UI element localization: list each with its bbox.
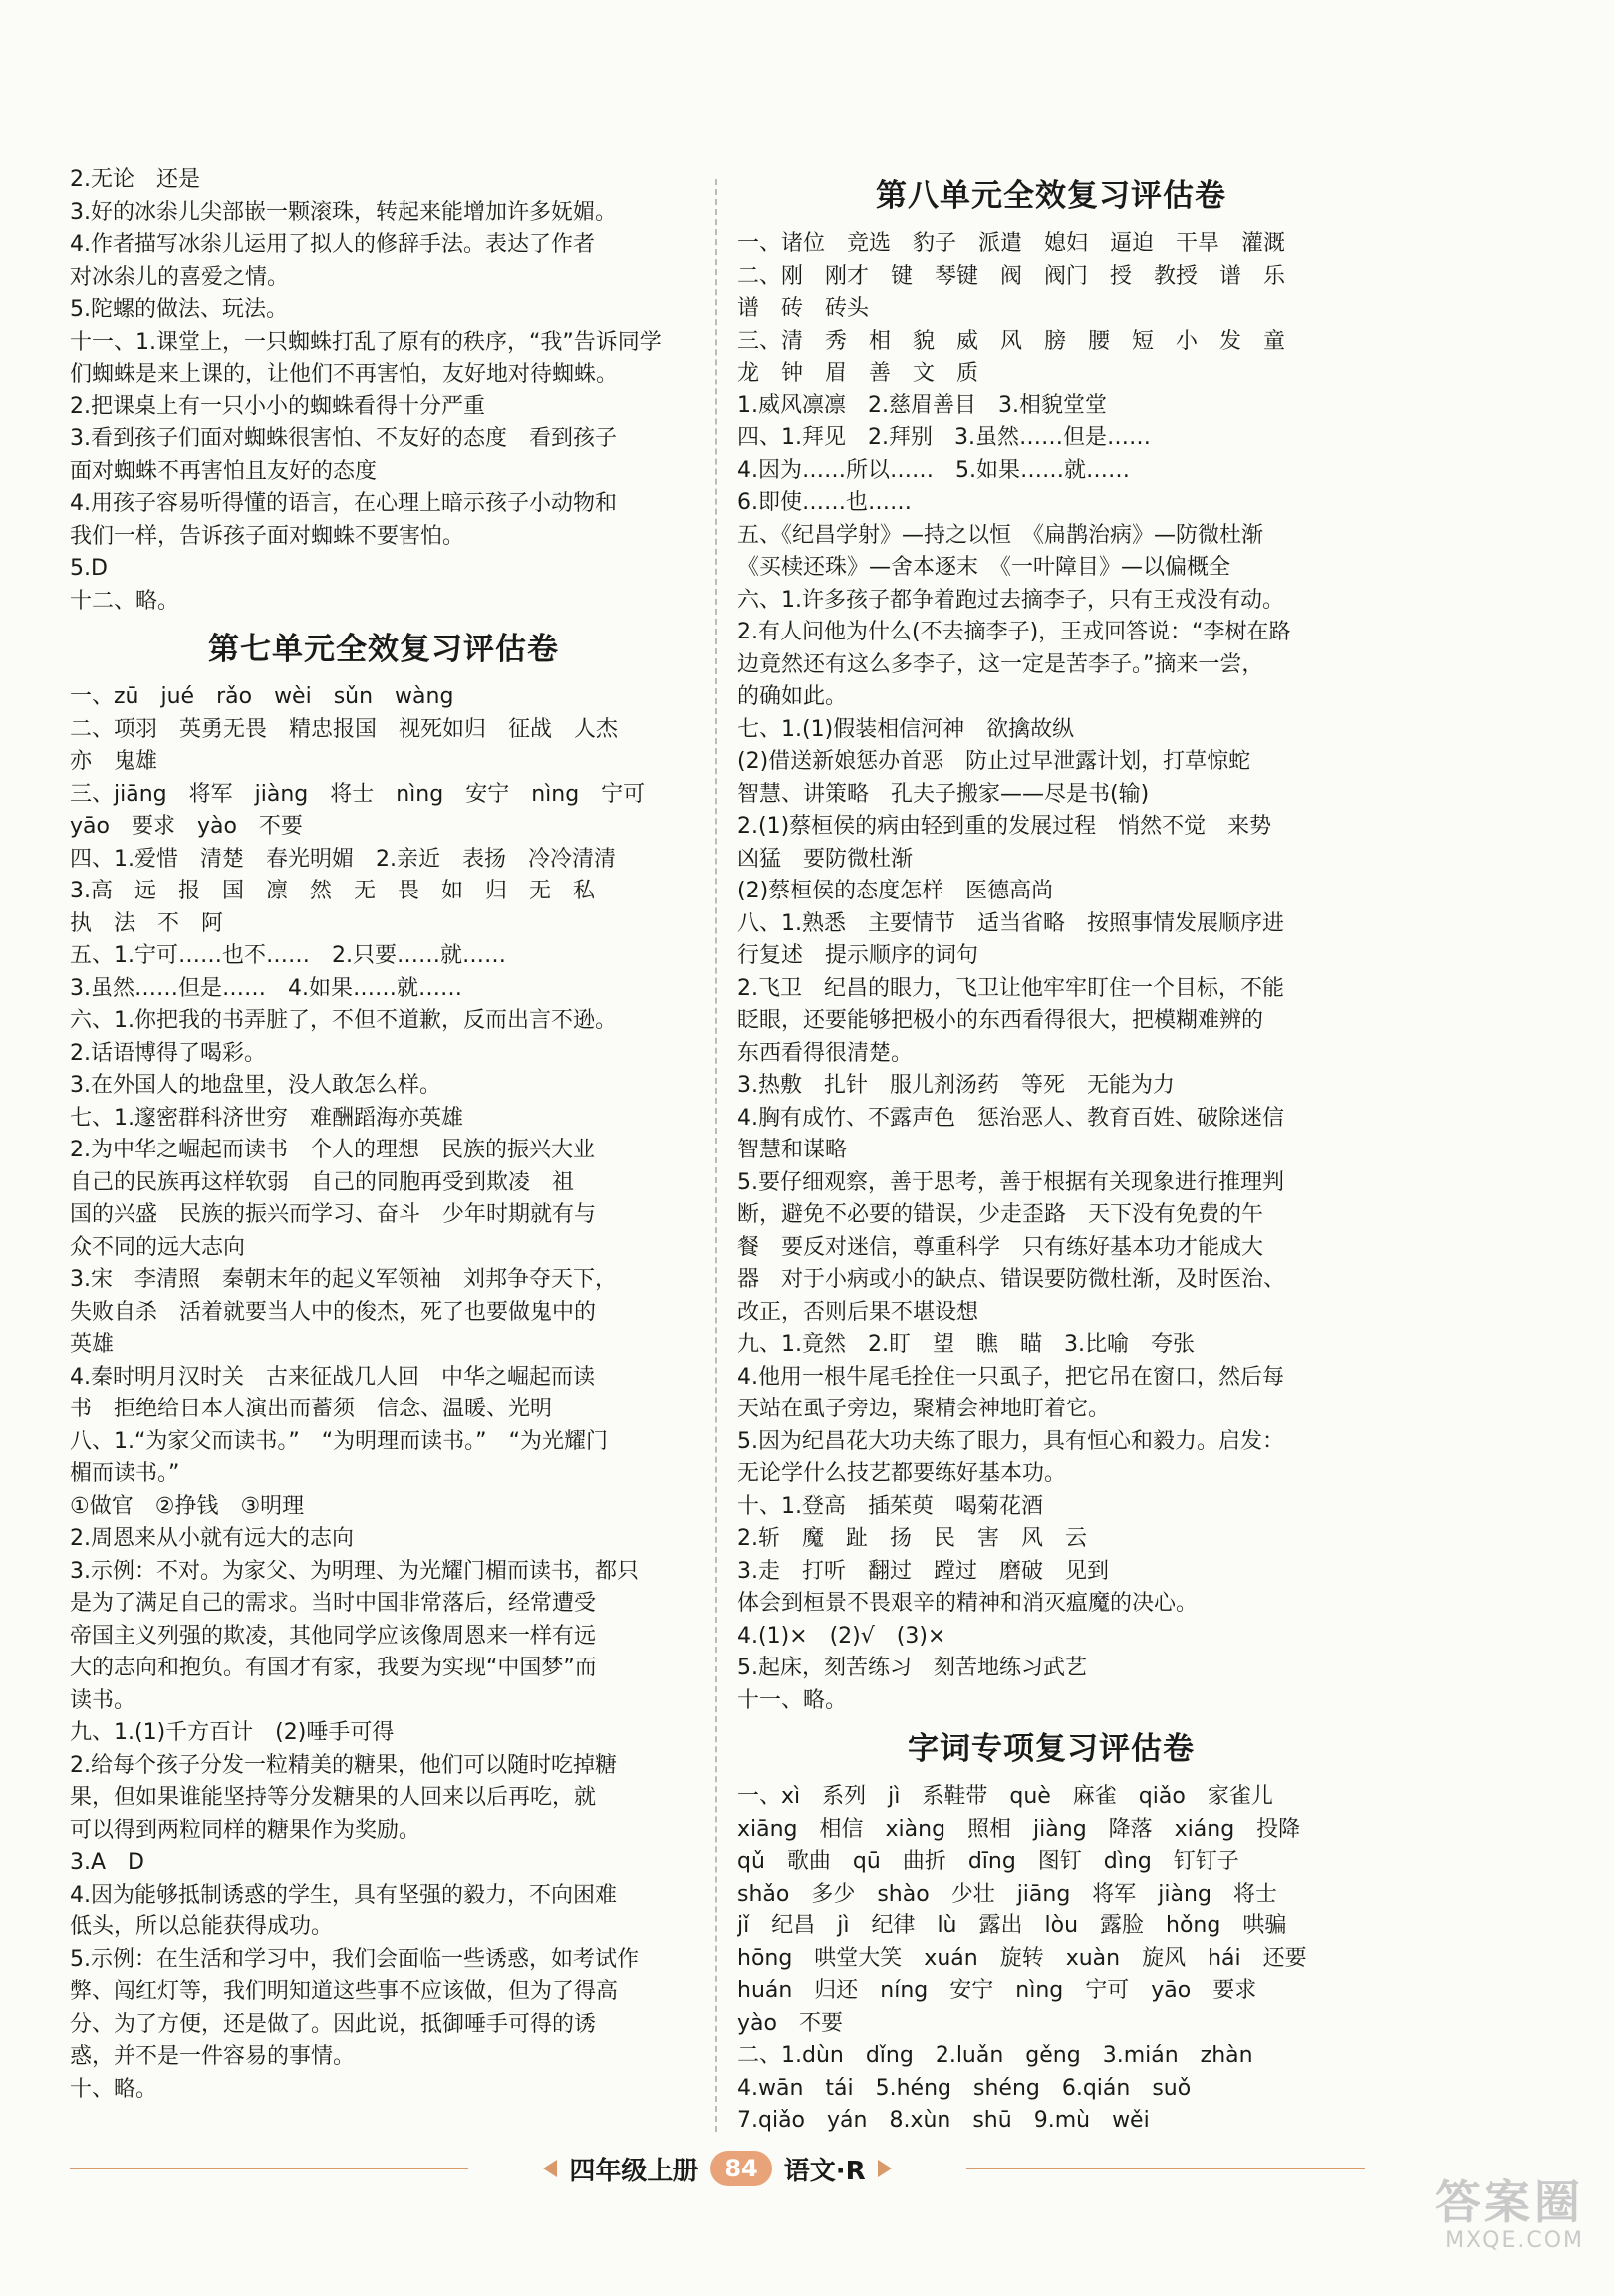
answer-line: 眨眼，还要能够把极小的东西看得很大，把模糊难辨的 xyxy=(737,1008,1264,1033)
answer-line: 国的兴盛 民族的振兴而学习、奋斗 少年时期就有与 xyxy=(70,1202,597,1227)
answer-line: huán 归还 níng 安宁 nìng 宁可 yāo 要求 xyxy=(737,1978,1257,2003)
answer-line: 四、1.爱惜 清楚 春光明媚 2.亲近 表扬 冷冷清清 xyxy=(70,846,616,872)
column-divider xyxy=(715,179,717,2132)
answer-line: 5.起床，刻苦练习 刻苦地练习武艺 xyxy=(737,1656,1087,1680)
answer-line: 4.作者描写冰尜儿运用了拟人的修辞手法。表达了作者 xyxy=(70,232,595,257)
answer-line: 5.要仔细观察，善于思考，善于根据有关现象进行推理判 xyxy=(737,1169,1284,1195)
answer-line: 边竟然还有这么多李子，这一定是苦李子。”摘来一尝， xyxy=(737,651,1264,677)
answer-line: 大的志向和抱负。有国才有家，我要为实现“中国梦”而 xyxy=(70,1656,597,1680)
answer-line: 智慧和谋略 xyxy=(737,1138,848,1162)
answer-line: 2.周恩来从小就有远大的志向 xyxy=(70,1526,354,1551)
answer-line: shǎo 多少 shào 少壮 jiāng 将军 jiàng 将士 xyxy=(737,1881,1277,1907)
page-footer xyxy=(70,2147,1365,2190)
answer-line: 4.(1)× (2)√ (3)× xyxy=(737,1623,946,1649)
answer-line: 东西看得很清楚。 xyxy=(737,1040,914,1066)
answer-line: 4.他用一根牛尾毛拴住一只虱子，把它吊在窗口，然后每 xyxy=(737,1364,1284,1390)
answer-line: 一、zū jué rǎo wèi sǔn wàng xyxy=(70,684,454,709)
answer-line: 2.话语博得了喝彩。 xyxy=(70,1040,266,1066)
answer-line: 3.好的冰尜儿尖部嵌一颗滚珠，转起来能增加许多妩媚。 xyxy=(70,199,617,225)
answer-line: 体会到桓景不畏艰辛的精神和消灭瘟魔的决心。 xyxy=(737,1591,1199,1616)
page-number-badge: 84 xyxy=(710,2151,771,2186)
answer-line: 断，避免不必要的错误，少走歪路 天下没有免费的午 xyxy=(737,1202,1264,1227)
answer-line: 我们一样，告诉孩子面对蜘蛛不要害怕。 xyxy=(70,523,465,549)
section-title: 第七单元全效复习评估卷 xyxy=(208,632,559,667)
answer-line: 4.wān tái 5.héng shéng 6.qián suǒ xyxy=(737,2075,1192,2101)
footer-rule-left xyxy=(70,2168,468,2169)
answer-line: 对冰尜儿的喜爱之情。 xyxy=(70,264,290,290)
answer-line: 6.即使……也…… xyxy=(737,490,912,515)
answer-line: 是为了满足自己的需求。当时中国非常落后，经常遭受 xyxy=(70,1591,597,1616)
triangle-right-icon xyxy=(878,2160,892,2177)
answer-line: yāo 要求 yào 不要 xyxy=(70,814,303,839)
answer-line: 众不同的远大志向 xyxy=(70,1234,246,1260)
answer-line: 4.因为能够抵制诱惑的学生，具有坚强的毅力，不向困难 xyxy=(70,1882,617,1908)
answer-line: 七、1.(1)假装相信河神 欲擒故纵 xyxy=(737,716,1075,742)
answer-line: 2.飞卫 纪昌的眼力，飞卫让他牢牢盯住一个目标，不能 xyxy=(737,975,1284,1001)
answer-line: 面对蜘蛛不再害怕且友好的态度 xyxy=(70,458,378,484)
answer-line: 2.无论 还是 xyxy=(70,167,200,192)
answer-line: 5.D xyxy=(70,556,108,581)
section-title: 字词专项复习评估卷 xyxy=(908,1731,1195,1767)
answer-line: 3.看到孩子们面对蜘蛛很害怕、不友好的态度 看到孩子 xyxy=(70,426,617,451)
answer-line: 十、1.登高 插茱萸 喝菊花酒 xyxy=(737,1493,1043,1519)
answer-line: (2)蔡桓侯的态度怎样 医德高尚 xyxy=(737,879,1054,903)
left-column xyxy=(70,164,697,2106)
answer-line: 亦 鬼雄 xyxy=(70,749,158,774)
footer-grade: 四年级上册 xyxy=(569,2156,699,2186)
answer-line: 书 拒绝给日本人演出而蓄须 信念、温暖、光明 xyxy=(70,1397,553,1421)
answer-line: 4.因为……所以…… 5.如果……就…… xyxy=(737,457,1130,483)
watermark-logo: 答案圈 xyxy=(1435,2175,1584,2229)
answer-line: 读书。 xyxy=(70,1687,136,1713)
answer-line: 二、刚 刚才 键 琴键 阀 阀门 授 教授 谱 乐 xyxy=(737,263,1286,289)
answer-line: 六、1.许多孩子都争着跑过去摘李子，只有王戎没有动。 xyxy=(737,587,1284,613)
answer-line: 的确如此。 xyxy=(737,684,848,709)
answer-line: 器 对于小病或小的缺点、错误要防微杜渐，及时医治、 xyxy=(737,1267,1286,1292)
answer-line: 十二、略。 xyxy=(70,588,180,614)
answer-line: 3.热敷 扎针 服儿剂汤药 等死 无能为力 xyxy=(737,1073,1175,1098)
answer-line: 龙 钟 眉 善 文 质 xyxy=(737,361,979,385)
footer-rule-right xyxy=(966,2168,1365,2169)
answer-line: 五、《纪昌学射》—持之以恒 《扁鹊治病》—防微杜渐 xyxy=(737,522,1264,548)
answer-line: 五、1.宁可……也不…… 2.只要……就…… xyxy=(70,943,506,968)
answer-line: 分、为了方便，还是做了。因此说，抵御唾手可得的诱 xyxy=(70,2011,597,2037)
answer-line: 2.(1)蔡桓侯的病由轻到重的发展过程 悄然不觉 来势 xyxy=(737,814,1272,839)
answer-line: ①做官 ②挣钱 ③明理 xyxy=(70,1493,305,1519)
answer-line: 5.因为纪昌花大功夫练了眼力，具有恒心和毅力。启发： xyxy=(737,1428,1284,1454)
answer-line: 5.示例：在生活和学习中，我们会面临一些诱惑，如考试作 xyxy=(70,1946,639,1972)
answer-line: 九、1.竟然 2.盯 望 瞧 瞄 3.比喻 夸张 xyxy=(737,1332,1195,1357)
triangle-left-icon xyxy=(543,2160,557,2177)
answer-line: 4.用孩子容易听得懂的语言，在心理上暗示孩子小动物和 xyxy=(70,491,617,516)
answer-line: 二、1.dùn dǐng 2.luǎn gěng 3.mián zhàn xyxy=(737,2043,1253,2068)
answer-line: 2.为中华之崛起而读书 个人的理想 民族的振兴大业 xyxy=(70,1138,595,1162)
answer-line: 楣而读书。” xyxy=(70,1461,180,1486)
answer-line: qǔ 歌曲 qū 曲折 dīng 图钉 dìng 钉钉子 xyxy=(737,1849,1239,1874)
answer-line: 《买椟还珠》—舍本逐末 《一叶障目》—以偏概全 xyxy=(737,555,1231,580)
answer-line: 三、清 秀 相 貌 威 风 膀 腰 短 小 发 童 xyxy=(737,328,1286,354)
answer-line: 无论学什么技艺都要练好基本功。 xyxy=(737,1461,1067,1486)
answer-line: 一、诸位 竞选 豹子 派遣 媳妇 逼迫 干旱 灌溉 xyxy=(737,231,1286,256)
right-column xyxy=(737,164,1365,2138)
answer-line: 执 法 不 阿 xyxy=(70,910,224,936)
answer-line: yào 不要 xyxy=(737,2010,843,2036)
answer-line: 十一、1.课堂上，一只蜘蛛打乱了原有的秩序，“我”告诉同学 xyxy=(70,329,662,355)
answer-line: 二、项羽 英勇无畏 精忠报国 视死如归 征战 人杰 xyxy=(70,716,619,742)
answer-line: (2)借送新娘惩办首恶 防止过早泄露计划，打草惊蛇 xyxy=(737,749,1251,774)
answer-line: 一、xì 系列 jì 系鞋带 què 麻雀 qiǎo 家雀儿 xyxy=(737,1784,1273,1809)
answer-line: 失败自杀 活着就要当人中的俊杰，死了也要做鬼中的 xyxy=(70,1299,597,1325)
answer-line: 5.陀螺的做法、玩法。 xyxy=(70,297,288,322)
answer-line: 惑，并不是一件容易的事情。 xyxy=(70,2044,356,2069)
answer-line: 低头，所以总能获得成功。 xyxy=(70,1914,334,1939)
answer-line: 2.斩 魔 趾 扬 民 害 风 云 xyxy=(737,1526,1087,1551)
answer-line: 果，但如果谁能坚持等分发糖果的人回来以后再吃，就 xyxy=(70,1785,597,1810)
answer-line: jǐ 纪昌 jì 纪律 lù 露出 lòu 露脸 hǒng 哄骗 xyxy=(737,1913,1287,1938)
answer-line: 可以得到两粒同样的糖果作为奖励。 xyxy=(70,1817,421,1843)
answer-line: 六、1.你把我的书弄脏了，不但不道歉，反而出言不逊。 xyxy=(70,1008,617,1033)
answer-line: 英雄 xyxy=(70,1332,115,1357)
answer-line: 3.在外国人的地盘里，没人敢怎么样。 xyxy=(70,1073,441,1098)
answer-line: 3.宋 李清照 秦朝末年的起义军领袖 刘邦争夺天下， xyxy=(70,1267,617,1292)
answer-line: 2.给每个孩子分发一粒精美的糖果，他们可以随时吃掉糖 xyxy=(70,1752,617,1778)
answer-line: 天站在虱子旁边，聚精会神地盯着它。 xyxy=(737,1397,1111,1421)
answer-line: 三、jiāng 将军 jiàng 将士 nìng 安宁 nìng 宁可 xyxy=(70,781,646,807)
answer-line: hōng 哄堂大笑 xuán 旋转 xuàn 旋风 hái 还要 xyxy=(737,1945,1307,1971)
answer-line: 八、1.熟悉 主要情节 适当省略 按照事情发展顺序进 xyxy=(737,910,1284,936)
section-title: 第八单元全效复习评估卷 xyxy=(876,178,1226,214)
watermark-url: MXQE.COM xyxy=(1445,2228,1584,2253)
answer-line: 3.高 远 报 国 凛 然 无 畏 如 归 无 私 xyxy=(70,879,595,903)
footer-center xyxy=(468,2147,966,2190)
answer-line: 3.A D xyxy=(70,1850,144,1875)
answer-line: 1.威风凛凛 2.慈眉善目 3.相貌堂堂 xyxy=(737,392,1107,418)
answer-line: 3.虽然……但是…… 4.如果……就…… xyxy=(70,975,462,1001)
answer-line: 九、1.(1)千方百计 (2)唾手可得 xyxy=(70,1720,395,1745)
answer-line: 2.有人问他为什么(不去摘李子)，王戎回答说：“李树在路 xyxy=(737,620,1291,644)
answer-line: 谱 砖 砖头 xyxy=(737,296,870,321)
answer-line: 智慧、讲策略 孔夫子搬家——尽是书(输) xyxy=(737,781,1150,807)
answer-line: 们蜘蛛是来上课的，让他们不再害怕，友好地对待蜘蛛。 xyxy=(70,362,619,386)
answer-line: 2.把课桌上有一只小小的蜘蛛看得十分严重 xyxy=(70,393,485,419)
answer-line: 3.示例：不对。为家父、为明理、为光耀门楣而读书，都只 xyxy=(70,1558,639,1584)
answer-line: 4.秦时明月汉时关 古来征战几人回 中华之崛起而读 xyxy=(70,1364,595,1390)
answer-line: 4.胸有成竹、不露声色 惩治恶人、教育百姓、破除迷信 xyxy=(737,1105,1284,1131)
answer-line: 帝国主义列强的欺凌，其他同学应该像周恩来一样有远 xyxy=(70,1623,597,1649)
answer-line: 十一、略。 xyxy=(737,1687,848,1713)
answer-line: 弊、闯红灯等，我们明知道这些事不应该做，但为了得高 xyxy=(70,1979,619,2004)
answer-line: 凶猛 要防微杜渐 xyxy=(737,846,914,872)
answer-line: xiāng 相信 xiàng 照相 jiàng 降落 xiáng 投降 xyxy=(737,1816,1301,1842)
answer-line: 行复述 提示顺序的词句 xyxy=(737,943,979,968)
answer-line: 十、略。 xyxy=(70,2076,158,2102)
answer-line: 四、1.拜见 2.拜别 3.虽然……但是…… xyxy=(737,425,1151,450)
answer-line: 餐 要反对迷信，尊重科学 只有练好基本功才能成大 xyxy=(737,1234,1264,1260)
answer-line: 七、1.邃密群科济世穷 难酬蹈海亦英雄 xyxy=(70,1105,463,1131)
watermark xyxy=(1355,2176,1584,2256)
answer-line: 7.qiǎo yán 8.xùn shū 9.mù wěi xyxy=(737,2108,1150,2133)
answer-line: 3.走 打听 翻过 蹚过 磨破 见到 xyxy=(737,1558,1109,1584)
answer-line: 自己的民族再这样软弱 自己的同胞再受到欺凌 祖 xyxy=(70,1169,575,1195)
answer-line: 八、1.“为家父而读书。” “为明理而读书。” “为光耀门 xyxy=(70,1428,608,1454)
footer-subject: 语文·R xyxy=(783,2156,866,2186)
answer-line: 改正，否则后果不堪设想 xyxy=(737,1299,979,1325)
